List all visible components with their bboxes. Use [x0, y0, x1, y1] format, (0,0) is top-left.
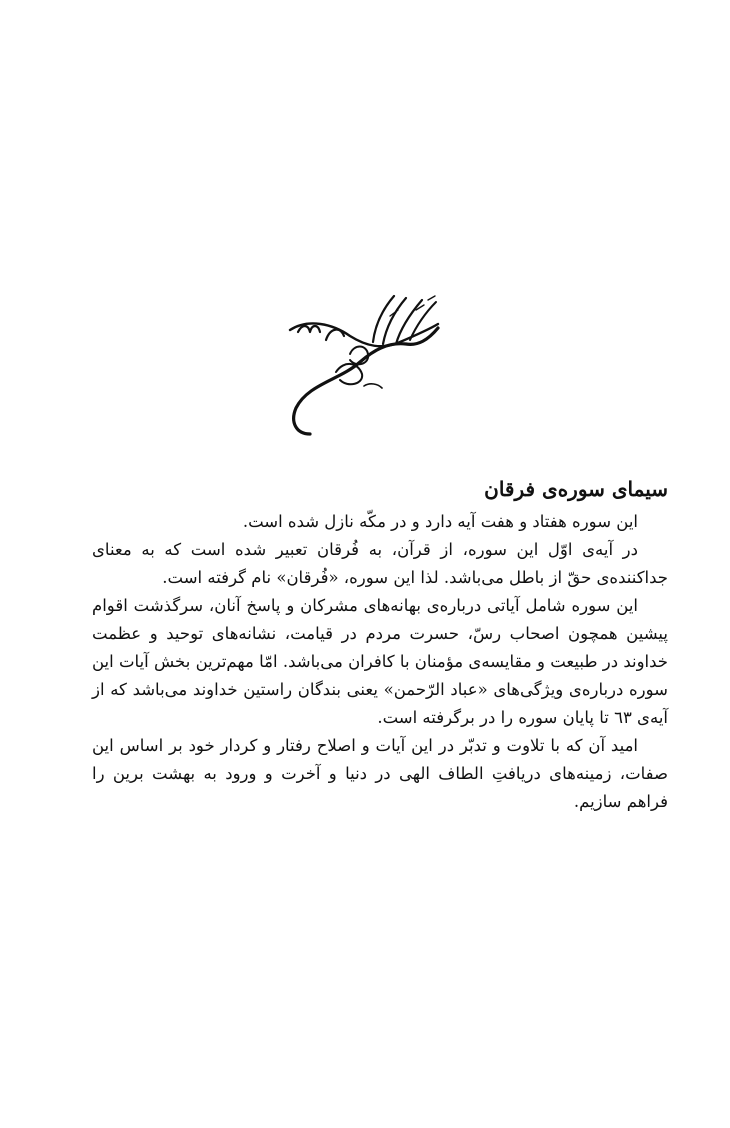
- section-heading: سیمای سوره‌ی فرقان: [484, 477, 668, 501]
- paragraph-hope: امید آن که با تلاوت و تدبّر در این آیات و اصلاح رفتار و کردار خود بر اساس این صفات، زمینه‌های دریافتِ الطاف الهی در دنیا و آخرت و ورود به بهشت برین را فراهم سازیم.: [92, 736, 668, 811]
- surah-intro: [92, 474, 668, 816]
- paragraph-verse-count: این سوره هفتاد و هفت آیه دارد و در مکّه نازل شده است.: [242, 512, 638, 531]
- paragraph-name-origin: در آیه‌ی اوّل این سوره، از قرآن، به فُرقان تعبیر شده است که به معنای جداکننده‌ی حقّ از باطل می‌باشد. لذا این سوره، «فُرقان» نام گرفته است.: [92, 540, 668, 587]
- bismillah-calligraphy: [278, 288, 453, 436]
- paragraph-contents: این سوره شامل آیاتی درباره‌ی بهانه‌های مشرکان و پاسخ آنان، سرگذشت اقوام پیشین همچون اصحاب رسّ، حسرت مردم در قیامت، نشانه‌های توحید و عظمت خداوند در طبیعت و مقایسه‌ی مؤمنان با کافران می‌باشد. امّا مهم‌ترین بخش آیات این سوره درباره‌ی ویژگی‌های «عباد الرّحمن» یعنی بندگان راستین خداوند می‌باشد که از آیه‌ی ٦٣ تا پایان سوره را در برگرفته است.: [92, 596, 668, 727]
